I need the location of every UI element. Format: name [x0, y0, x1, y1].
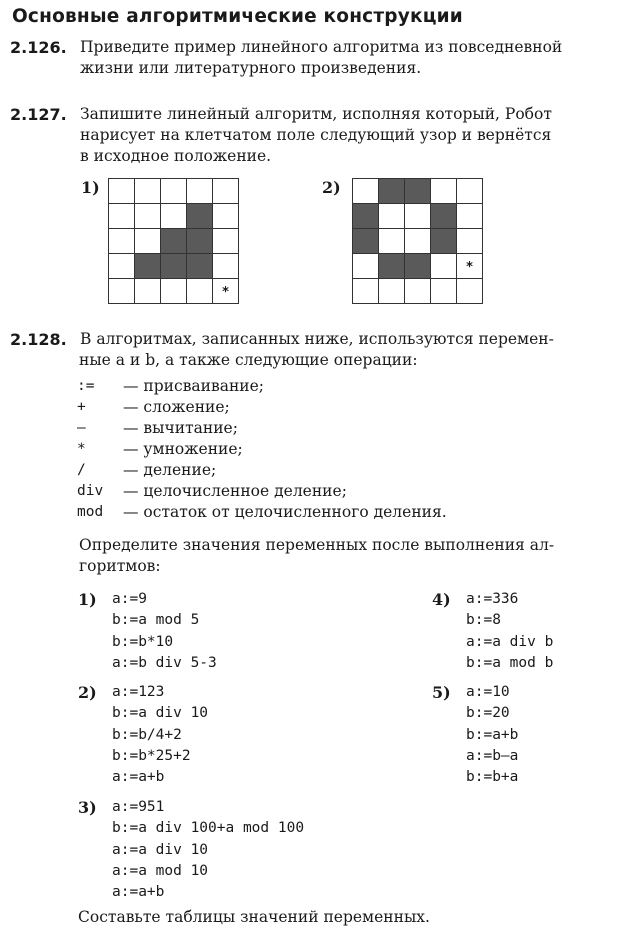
operation-description: — вычитание;	[123, 419, 238, 437]
text-line: горитмов:	[79, 557, 161, 575]
algorithm-1-number: 1)	[78, 590, 97, 609]
operation-description: — остаток от целочисленного деления.	[123, 503, 447, 521]
operation-description: — деление;	[123, 461, 217, 479]
operation-symbol: :=	[77, 378, 95, 394]
operations-list	[77, 376, 597, 526]
text-line: В алгоритмах, записанных ниже, используются перемен-	[80, 330, 554, 348]
operation-description: — целочисленное деление;	[123, 482, 347, 500]
figure-1-label: 1)	[81, 178, 100, 197]
operation-description: — сложение;	[123, 398, 230, 416]
algorithm-4-number: 4)	[432, 590, 451, 609]
operation-symbol: /	[77, 462, 86, 478]
robot-start-marker: *	[222, 285, 229, 300]
text-line: в исходное положение.	[80, 147, 272, 165]
algorithm-4-code: a:=336 b:=8 a:=a div b b:=a mod b	[466, 591, 554, 671]
footer-instruction: Составьте таблицы значений переменных.	[78, 908, 430, 926]
algorithm-5-code: a:=10 b:=20 b:=a+b a:=b–a b:=b+a	[466, 684, 519, 786]
text-line: нарисует на клетчатом поле следующий узор и вернётся	[80, 126, 552, 144]
operation-symbol: div	[77, 483, 104, 499]
algorithm-1-code: a:=9 b:=a mod 5 b:=b*10 a:=b div 5-3	[112, 591, 217, 671]
problem-2-128-text	[80, 329, 554, 371]
algorithm-2-number: 2)	[78, 683, 97, 702]
text-line: жизни или литературного произведения.	[80, 59, 422, 77]
question-text	[79, 535, 554, 577]
algorithm-3-code: a:=951 b:=a div 100+a mod 100 a:=a div 10 a:=a mod 10 a:=a+b	[112, 799, 305, 901]
problem-number-2-126: 2.126.	[10, 38, 67, 57]
pattern-grid-1	[108, 178, 239, 304]
text-line: ные a и b, а также следующие операции:	[79, 351, 418, 369]
pattern-grid-2	[352, 178, 483, 304]
operation-description: — умножение;	[123, 440, 243, 458]
text-line: Запишите линейный алгоритм, исполняя который, Робот	[80, 105, 552, 123]
problem-number-2-127: 2.127.	[10, 105, 67, 124]
section-title: Основные алгоритмические конструкции	[12, 6, 463, 27]
problem-number-2-128: 2.128.	[10, 330, 67, 349]
operation-symbol: mod	[77, 504, 104, 520]
algorithm-3-number: 3)	[78, 798, 97, 817]
problem-2-126-text	[80, 37, 562, 79]
text-line: Приведите пример линейного алгоритма из повседневной	[80, 38, 563, 56]
operation-symbol: –	[77, 420, 86, 436]
algorithm-5-number: 5)	[432, 683, 451, 702]
algorithm-2-code: a:=123 b:=a div 10 b:=b/4+2 b:=b*25+2 a:=a+b	[112, 684, 209, 786]
operation-symbol: +	[77, 399, 86, 415]
robot-start-marker: *	[466, 260, 473, 275]
operation-symbol: *	[77, 441, 86, 457]
problem-2-127-text	[80, 104, 552, 167]
figure-2-label: 2)	[322, 178, 341, 197]
text-line: Определите значения переменных после выполнения ал-	[79, 536, 555, 554]
operation-description: — присваивание;	[123, 377, 265, 395]
